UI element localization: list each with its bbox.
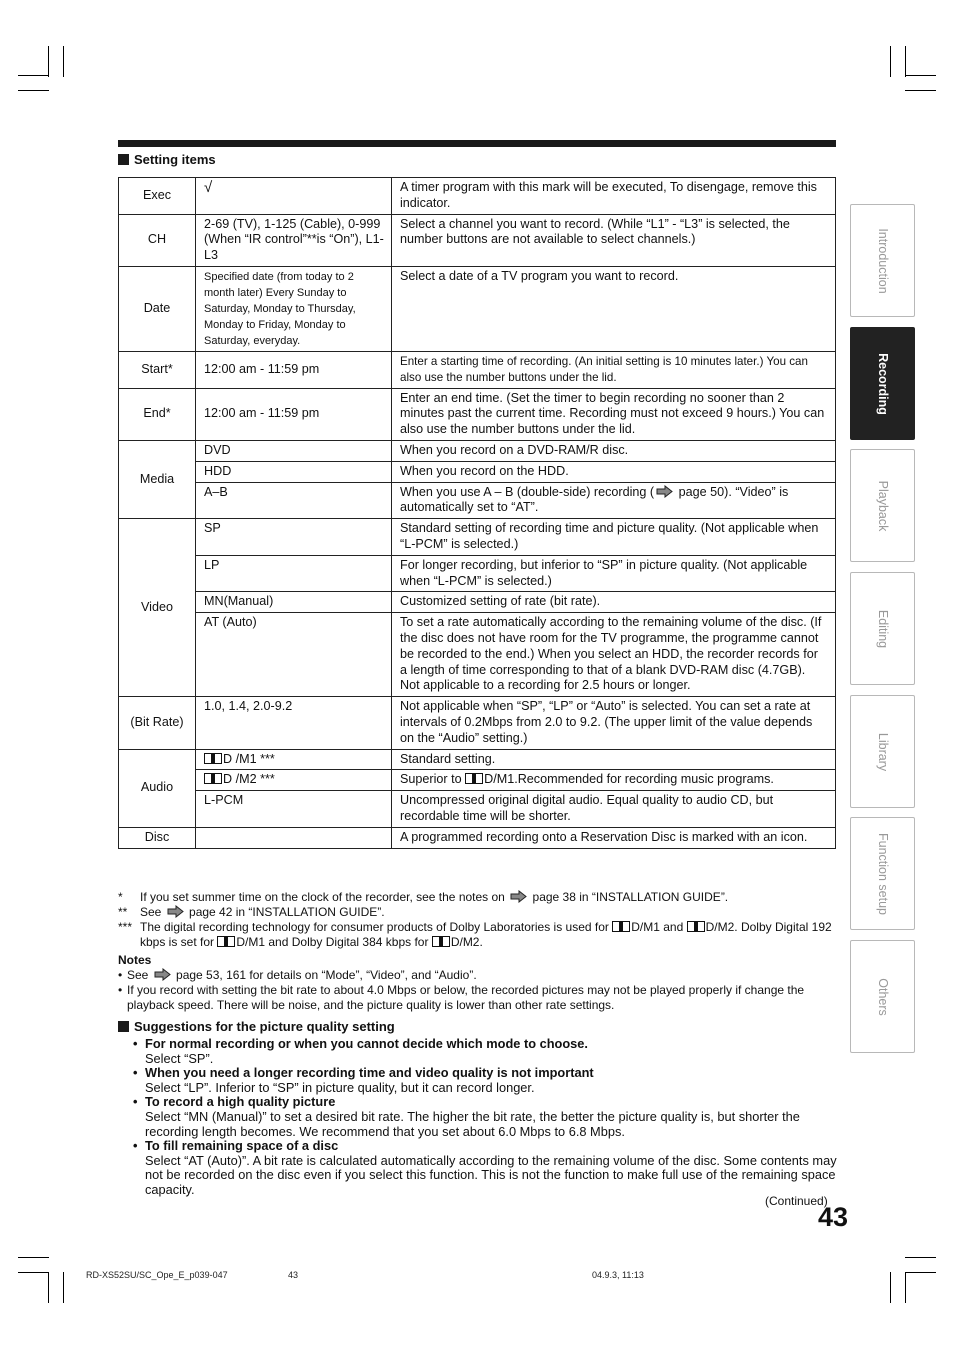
crop-mark (905, 1257, 936, 1258)
suggestion-text: Select “LP”. Inferior to “SP” in picture quality, but it can record longer. (145, 1079, 535, 1095)
suggestion-title: To record a high quality picture (145, 1094, 336, 1110)
tab-function-setup[interactable] (850, 817, 915, 930)
bullet: • (133, 1065, 138, 1081)
crop-mark (905, 1272, 936, 1273)
desc-text: D/M1.Recommended for recording music programs. (484, 772, 774, 787)
row-description: Not applicable when “SP”, “LP” or “Auto” is selected. You can set a rate at intervals of 0.2Mbps from 2.0 to 9.2. (The upper limit of the value depends on the “Audio” setting.) (392, 697, 836, 749)
crop-mark (18, 90, 49, 91)
tab-label: Recording (875, 352, 890, 415)
row-label: End* (119, 388, 196, 440)
bullet-square-icon (118, 154, 129, 165)
bullet: • (133, 1138, 138, 1154)
bullet: • (133, 1036, 138, 1051)
row-option (196, 827, 392, 848)
row-option: MN(Manual) (196, 592, 392, 613)
page-reference-arrow-icon (167, 905, 184, 918)
row-label: (Bit Rate) (119, 697, 196, 749)
dolby-digital-icon (432, 936, 448, 947)
tab-recording[interactable] (850, 327, 915, 440)
table-row (119, 440, 836, 461)
tab-label: Function setup (875, 832, 890, 915)
footnote-text: page 42 in “INSTALLATION GUIDE”. (185, 905, 385, 919)
table-row (119, 214, 836, 266)
footnote (118, 920, 836, 950)
dolby-digital-icon (217, 936, 233, 947)
suggestion-text: Select “MN (Manual)” to set a desired bit rate. The higher the bit rate, the better the picture quality is, but shorter the recording length becomes. We recommend that you set about 6.0 Mbps to 6.8 Mbps. (145, 1108, 800, 1139)
page-reference-arrow-icon (656, 485, 673, 498)
row-option: LP (196, 555, 392, 592)
section-title: Suggestions for the picture quality setting (134, 1019, 395, 1034)
tab-label: Playback (875, 480, 890, 531)
desc-text: Superior to (400, 772, 466, 787)
row-description: To set a rate automatically according to the remaining volume of the disc. (If the disc does not have room for the TV programme, the programme cannot be recorded to the end.) When you select an HDD, the recorder records for a length of time corresponding to that of a blank DVD-RAM disc (4.7GB). Not applicable to a recording for 2.5 hours or longer. (392, 613, 836, 697)
table-row (119, 266, 836, 351)
table-row (119, 791, 836, 828)
footnote (118, 890, 836, 905)
footnote-mark: *** (118, 920, 133, 934)
row-option: L-PCM (196, 791, 392, 828)
row-description (392, 482, 836, 519)
tab-introduction[interactable] (850, 204, 915, 317)
footnote-text: See (140, 905, 165, 919)
table-row (119, 592, 836, 613)
footnote-text: D/M1 and Dolby Digital 384 kbps for (236, 935, 432, 949)
crop-mark (48, 46, 49, 77)
row-description: Uncompressed original digital audio. Equal quality to audio CD, but recordable time will be shorter. (392, 791, 836, 828)
row-option: HDD (196, 461, 392, 482)
desc-text: When you use A – B (double-side) recording ( (400, 484, 655, 499)
table-row (119, 613, 836, 697)
row-label: Audio (119, 749, 196, 827)
note-text: page 53, 161 for details on “Mode”, “Video”, and “Audio”. (172, 968, 477, 982)
crop-mark (890, 46, 891, 77)
list-item (133, 1095, 837, 1139)
continued-label: (Continued) (765, 1194, 828, 1208)
section-heading (118, 1019, 395, 1034)
row-description: Select a date of a TV program you want to record. (392, 266, 836, 351)
row-label: Video (119, 519, 196, 697)
section-rule (118, 140, 836, 147)
dolby-digital-icon (204, 753, 220, 764)
tab-label: Others (875, 977, 890, 1016)
row-description: Customized setting of rate (bit rate). (392, 592, 836, 613)
suggestion-title: To fill remaining space of a disc (145, 1138, 339, 1154)
tab-editing[interactable] (850, 572, 915, 685)
notes-title: Notes (118, 953, 152, 967)
footnote (118, 905, 836, 920)
dolby-digital-icon (204, 773, 220, 784)
table-row (119, 749, 836, 770)
list-item (133, 1139, 837, 1197)
footnote-text: page 38 in “INSTALLATION GUIDE”. (529, 890, 729, 904)
table-row (119, 697, 836, 749)
crop-mark (63, 46, 64, 77)
dolby-digital-icon (687, 921, 703, 932)
print-page: 43 (288, 1270, 299, 1280)
table-row (119, 555, 836, 592)
footnote-text: If you set summer time on the clock of the recorder, see the notes on (140, 890, 509, 904)
row-description: Select a channel you want to record. (While “L1” - “L3” is selected, the number buttons are not available to select channels.) (392, 214, 836, 266)
row-label: Date (119, 266, 196, 351)
table-row (119, 827, 836, 848)
row-description: For longer recording, but inferior to “SP” in picture quality. (Not applicable when “L-PCM” is selected.) (392, 555, 836, 592)
table-row (119, 482, 836, 519)
print-date: 04.9.3, 11:13 (592, 1270, 644, 1280)
list-item (133, 1037, 837, 1066)
row-option: 1.0, 1.4, 2.0-9.2 (196, 697, 392, 749)
tab-label: Editing (875, 609, 890, 648)
row-option: Specified date (from today to 2 month later) Every Sunday to Saturday, Monday to Thursday, Monday to Friday, Monday to Saturday, everyday. (196, 266, 392, 351)
desc-text: page 50). “Video” is automatically set to “AT”. (400, 484, 789, 515)
crop-mark (905, 46, 906, 77)
row-description (392, 770, 836, 791)
suggestion-title: When you need a longer recording time and video quality is not important (145, 1065, 594, 1081)
table-row (119, 770, 836, 791)
row-option: 12:00 am - 11:59 pm (196, 351, 392, 388)
crop-mark (18, 1257, 49, 1258)
table-row (119, 178, 836, 215)
footnote-text: D/M1 and (631, 920, 687, 934)
option-text: D /M2 *** (223, 772, 275, 787)
note-item (118, 968, 836, 983)
row-label: Media (119, 440, 196, 518)
print-file-name: RD-XS52SU/SC_Ope_E_p039-047 (86, 1270, 228, 1280)
suggestions-list (133, 1037, 837, 1198)
table-row (119, 351, 836, 388)
crop-mark (48, 1272, 49, 1303)
row-description: Standard setting. (392, 749, 836, 770)
row-label: Exec (119, 178, 196, 215)
dolby-digital-icon (465, 773, 481, 784)
row-description: A programmed recording onto a Reservation Disc is marked with an icon. (392, 827, 836, 848)
bullet-square-icon (118, 1021, 129, 1032)
list-item (133, 1066, 837, 1095)
note-text: If you record with setting the bit rate to about 4.0 Mbps or below, the recorded pictures may not be played properly if change the playback speed. There will be noise, and the picture quality is lower than other rate settings. (127, 983, 805, 1012)
note-item (118, 983, 836, 1013)
table-row (119, 388, 836, 440)
row-label: Start* (119, 351, 196, 388)
row-option: AT (Auto) (196, 613, 392, 697)
page-reference-arrow-icon (510, 890, 527, 903)
crop-mark (63, 1272, 64, 1303)
row-description: Enter a starting time of recording. (An initial setting is 10 minutes later.) You can also use the number buttons under the lid. (392, 351, 836, 388)
table-row (119, 519, 836, 556)
suggestion-title: For normal recording or when you cannot decide which mode to choose. (145, 1036, 588, 1051)
crop-mark (905, 75, 936, 76)
footnote-text: D/M2. Dolby Digital 192 kbps is set for (140, 920, 832, 949)
page-number: 43 (818, 1202, 849, 1232)
footnotes (118, 890, 836, 1013)
row-label: CH (119, 214, 196, 266)
suggestion-text: Select “SP”. (145, 1050, 214, 1066)
row-description: When you record on a DVD-RAM/R disc. (392, 440, 836, 461)
row-label: Disc (119, 827, 196, 848)
footnote-text: The digital recording technology for consumer products of Dolby Laboratories is used for (140, 920, 613, 934)
option-text: D /M1 *** (223, 751, 275, 766)
row-option: 12:00 am - 11:59 pm (196, 388, 392, 440)
dolby-digital-icon (612, 921, 628, 932)
footnote-mark: * (118, 890, 123, 904)
section-title: Setting items (134, 152, 216, 167)
row-description: Enter an end time. (Set the timer to begin recording no sooner than 2 minutes past the current time. Recording must not exceed 9 hours.) You can also use the number buttons under the lid. (392, 388, 836, 440)
tab-others[interactable] (850, 940, 915, 1053)
row-description: A timer program with this mark will be executed, To disengage, remove this indicator. (392, 178, 836, 215)
row-option: √ (196, 178, 392, 215)
footnote-text: D/M2. (450, 935, 483, 949)
bullet: • (118, 983, 123, 997)
note-text: See (127, 968, 152, 982)
tab-label: Library (875, 732, 890, 771)
row-option: 2-69 (TV), 1-125 (Cable), 0-999 (When “IR control”**is “On”), L1-L3 (196, 214, 392, 266)
row-description: Standard setting of recording time and picture quality. (Not applicable when “L-PCM” is selected.) (392, 519, 836, 556)
suggestion-text: Select “AT (Auto)”. A bit rate is calculated automatically according to the remaining volume of the disc. Some contents may not be recorded on the disc even if you select this function. This is not the function to make full use of the remaining space capacity. (145, 1152, 837, 1197)
crop-mark (890, 1272, 891, 1303)
crop-mark (18, 75, 49, 76)
section-heading (118, 152, 216, 167)
row-option (196, 749, 392, 770)
row-option (196, 770, 392, 791)
tab-label: Introduction (875, 227, 890, 294)
table-row (119, 461, 836, 482)
footnote-mark: ** (118, 905, 128, 919)
settings-table (118, 177, 836, 849)
row-description: When you record on the HDD. (392, 461, 836, 482)
crop-mark (18, 1272, 49, 1273)
bullet: • (118, 968, 123, 982)
bullet: • (133, 1094, 138, 1110)
row-option: A–B (196, 482, 392, 519)
tab-playback[interactable] (850, 449, 915, 562)
crop-mark (905, 90, 936, 91)
row-option: DVD (196, 440, 392, 461)
row-option: SP (196, 519, 392, 556)
tab-library[interactable] (850, 695, 915, 808)
page-reference-arrow-icon (154, 968, 171, 981)
crop-mark (905, 1272, 906, 1303)
